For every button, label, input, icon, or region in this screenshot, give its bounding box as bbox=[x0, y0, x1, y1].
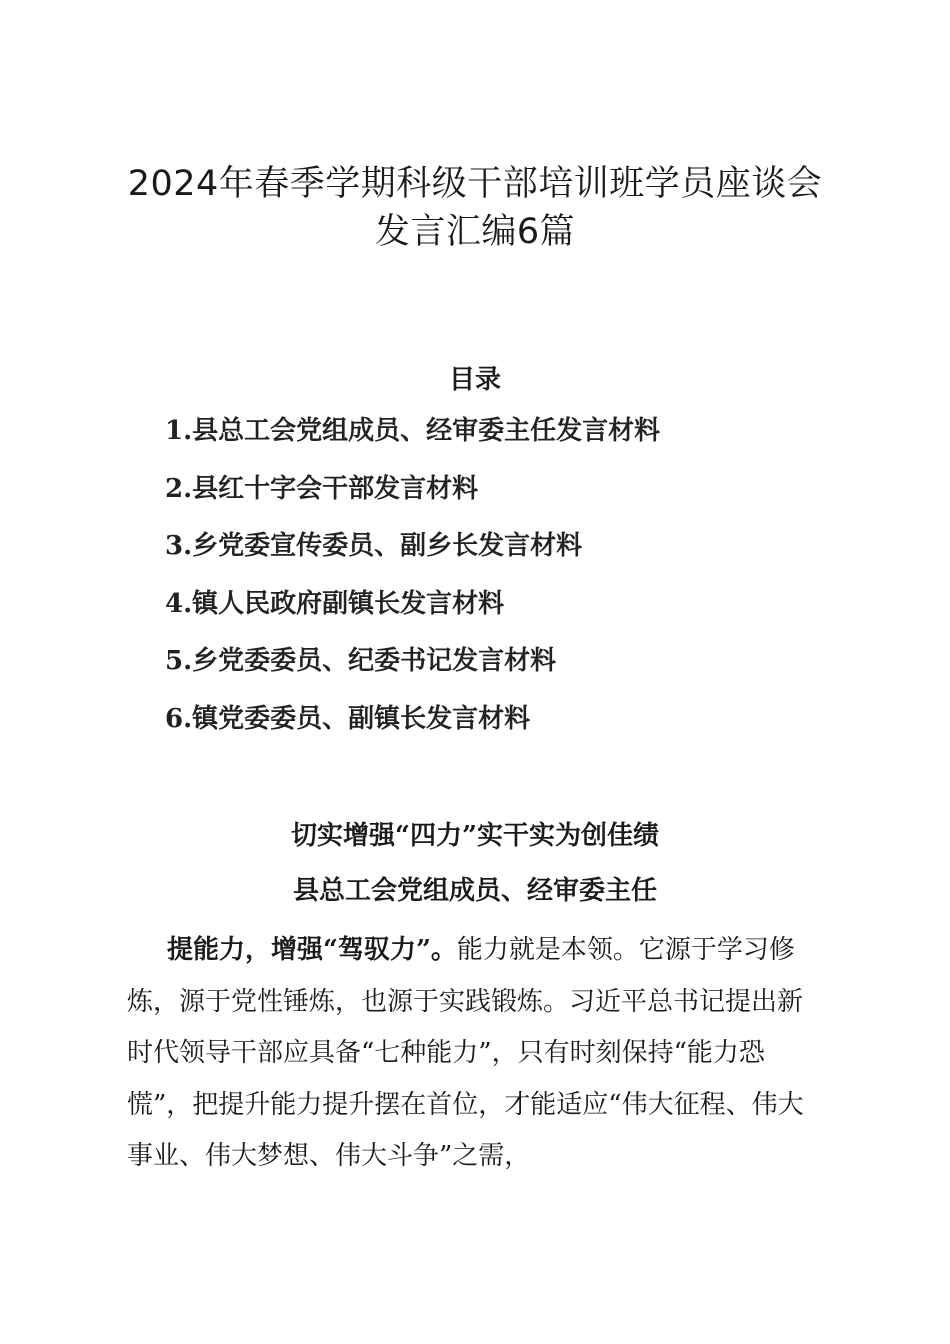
document-title-line-2: 发言汇编6篇 bbox=[374, 212, 576, 252]
article-paragraph bbox=[127, 925, 827, 1183]
toc-item-3: 3.乡党委宣传委员、副乡长发言材料 bbox=[165, 531, 583, 561]
article-author: 县总工会党组成员、经审委主任 bbox=[292, 876, 657, 906]
toc-item-2: 2.县红十字会干部发言材料 bbox=[165, 473, 479, 504]
article-body bbox=[127, 925, 827, 1183]
paragraph-text: 能力就是本领。它源于学习修炼，源于党性锤炼，也源于实践锻炼。习近平总书记提出新时代领导干部应具备“七种能力”，只有时刻保持“能力恐慌”，把提升能力提升摆在首位，才能适应“伟大征程、伟大事业、伟大梦想、伟大斗争”之需， bbox=[127, 935, 804, 1171]
table-of-contents bbox=[165, 410, 865, 755]
article-title: 切实增强“四力”实干实为创佳绩 bbox=[291, 821, 659, 851]
document-title bbox=[60, 160, 890, 256]
toc-item-6: 6.镇党委委员、副镇长发言材料 bbox=[165, 703, 531, 734]
toc-item-4: 4.镇人民政府副镇长发言材料 bbox=[165, 588, 505, 619]
document-title-line-1: 2024年春季学期科级干部培训班学员座谈会 bbox=[127, 164, 823, 204]
toc-item-5: 5.乡党委委员、纪委书记发言材料 bbox=[165, 646, 557, 676]
paragraph-lead: 提能力，增强“驾驭力”。 bbox=[167, 935, 457, 965]
toc-heading: 目录 bbox=[448, 365, 501, 395]
toc-item-1: 1.县总工会党组成员、经审委主任发言材料 bbox=[165, 416, 661, 446]
